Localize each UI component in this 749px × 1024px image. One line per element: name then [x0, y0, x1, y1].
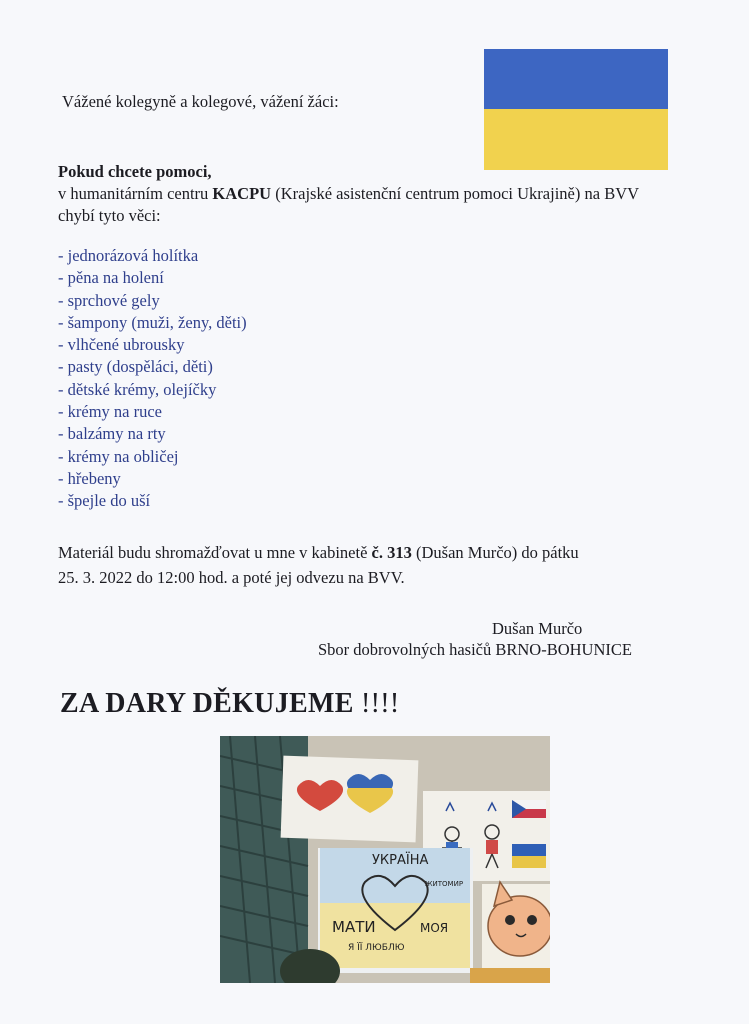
list-item: - špejle do uší — [58, 491, 151, 511]
drawing-text-my: МОЯ — [420, 921, 449, 935]
thanks-text: ZA DARY DĚKUJEME — [60, 688, 354, 719]
list-item: - dětské krémy, olejíčky — [58, 379, 217, 399]
intro-line-2-pre: v humanitárním centru — [58, 184, 213, 203]
collection-info — [58, 540, 718, 590]
cabinet-number: č. 313 — [371, 543, 412, 562]
list-item: - pěna na holení — [58, 268, 164, 288]
intro-paragraph — [58, 161, 718, 227]
children-drawings-photo — [220, 736, 550, 983]
signature-name: Dušan Murčo — [492, 619, 583, 638]
collection-line-1-post: (Dušan Murčo) do pátku — [411, 543, 579, 562]
list-item: - krémy na obličej — [58, 446, 179, 466]
drawing-cat — [482, 882, 550, 969]
drawing-text-mother: МАТИ — [332, 918, 376, 936]
list-item: - pasty (dospěláci, děti) — [58, 357, 213, 377]
list-item: - jednorázová holítka — [58, 246, 199, 265]
drawing-text-love: Я ЇЇ ЛЮБЛЮ — [348, 943, 405, 953]
list-item: - krémy na ruce — [58, 402, 162, 422]
drawing-heart-mother — [318, 848, 473, 973]
list-item: - hřebeny — [58, 468, 121, 488]
drawing-text-city: ЖИТОМИР — [425, 880, 464, 888]
drawing-text-ukraine: УКРАЇНА — [372, 853, 429, 868]
thanks-heading — [60, 688, 400, 720]
list-item: - šampony (muži, ženy, děti) — [58, 312, 247, 332]
list-item: - balzámy na rty — [58, 424, 166, 444]
kacpu-name: KACPU — [212, 184, 272, 203]
intro-line-3: chybí tyto věci: — [58, 206, 161, 225]
photo-illustration — [220, 736, 550, 983]
needed-items-list — [58, 245, 247, 513]
intro-line-2 — [58, 183, 718, 205]
collection-line-1-pre: Materiál budu shromažďovat u mne v kabinetě — [58, 543, 372, 562]
flag-blue-stripe — [484, 49, 668, 109]
collection-line-2: 25. 3. 2022 do 12:00 hod. a poté jej odvezu na BVV. — [58, 568, 405, 587]
drawing-hearts — [281, 756, 419, 843]
list-item: - sprchové gely — [58, 290, 160, 310]
greeting: Vážené kolegyně a kolegové, vážení žáci: — [62, 92, 339, 111]
list-item: - vlhčené ubrousky — [58, 335, 185, 355]
intro-heading: Pokud chcete pomoci, — [58, 162, 212, 181]
intro-line-2-post: (Krajské asistenční centrum pomoci Ukrajině) na BVV — [271, 184, 640, 203]
thanks-exclaim: !!!! — [361, 688, 400, 719]
collection-line-1 — [58, 540, 718, 565]
ukraine-flag — [484, 49, 668, 170]
signature-organization: Sbor dobrovolných hasičů BRNO-BOHUNICE — [318, 640, 632, 659]
